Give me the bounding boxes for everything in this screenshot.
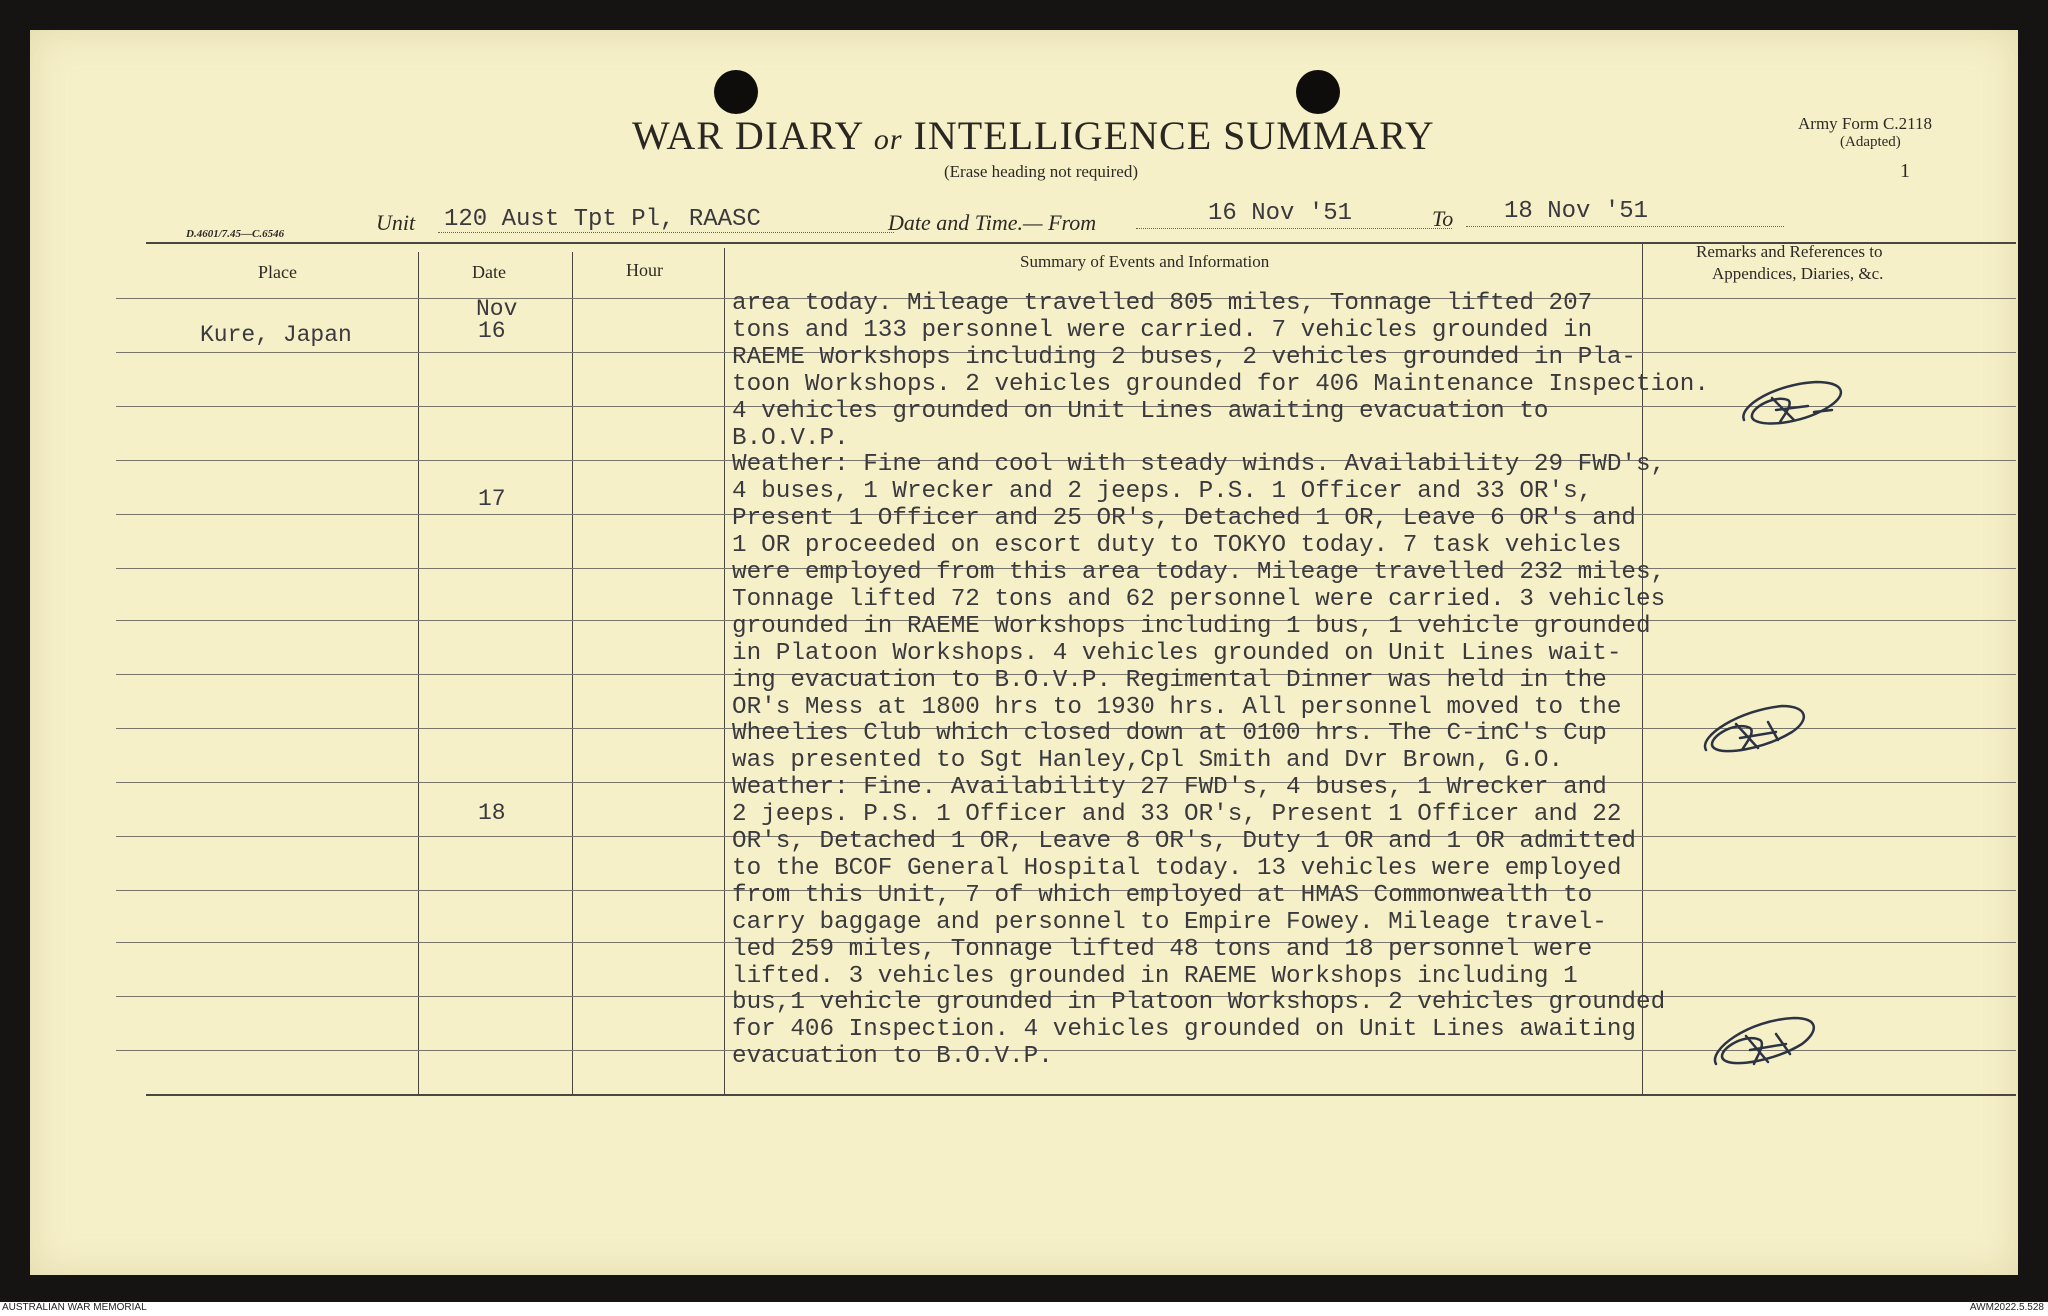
summary-line: area today. Mileage travelled 805 miles, Tonnage lifted 207: [732, 290, 1593, 317]
datetime-label: Date and Time.— From: [888, 210, 1097, 235]
summary-line: carry baggage and personnel to Empire Fowey. Mileage travel-: [732, 908, 1607, 936]
summary-line: evacuation to B.O.V.P.: [732, 1043, 1053, 1071]
from-underline: [1136, 228, 1452, 229]
war-diary-sheet: [30, 30, 2018, 1275]
summary-line: Wheelies Club which closed down at 0100 hrs. The C-inC's Cup: [732, 720, 1607, 748]
date-day-17: 17: [478, 486, 506, 512]
footer-catalogue-id: AWM2022.5.528: [1969, 1302, 2044, 1313]
to-date: 18 Nov '51: [1504, 198, 1649, 225]
summary-line: bus,1 vehicle grounded in Platoon Workshops. 2 vehicles grounded: [732, 989, 1666, 1017]
punch-hole-right: [1296, 70, 1340, 114]
unit-value: 120 Aust Tpt Pl, RAASC: [444, 206, 761, 233]
place-entry: Kure, Japan: [200, 322, 352, 348]
summary-line: 1 OR proceeded on escort duty to TOKYO today. 7 task vehicles: [732, 532, 1622, 560]
summary-line: OR's, Detached 1 OR, Leave 8 OR's, Duty 1 OR and 1 OR admitted: [732, 828, 1636, 855]
summary-line: were employed from this area today. Mileage travelled 232 miles,: [732, 559, 1666, 586]
unit-label: Unit: [376, 210, 416, 235]
date-month: Nov: [476, 296, 518, 322]
document-subtitle: (Erase heading not required): [944, 162, 1138, 181]
summary-line: in Platoon Workshops. 4 vehicles grounded on Unit Lines wait-: [732, 639, 1622, 667]
divider-date-hour: [572, 252, 573, 1094]
summary-line: lifted. 3 vehicles grounded in RAEME Workshops including 1: [732, 962, 1578, 990]
summary-line: Weather: Fine and cool with steady winds. Availability 29 FWD's,: [732, 451, 1666, 479]
form-code: D.4601/7.45—C.6546: [186, 228, 285, 240]
title-war-diary: WAR DIARY: [632, 113, 863, 158]
column-summary: Summary of Events and Information: [1020, 252, 1270, 271]
summary-line: toon Workshops. 2 vehicles grounded for 406 Maintenance Inspection.: [732, 370, 1709, 398]
footer-institution: AUSTRALIAN WAR MEMORIAL: [2, 1302, 147, 1313]
summary-line: was presented to Sgt Hanley,Cpl Smith and Dvr Brown, G.O.: [732, 747, 1564, 775]
summary-line: 4 vehicles grounded on Unit Lines awaiting evacuation to: [732, 397, 1549, 425]
column-remarks-line1: Remarks and References to: [1696, 242, 1883, 261]
divider-hour-summary: [724, 248, 725, 1094]
summary-line: RAEME Workshops including 2 buses, 2 vehicles grounded in Pla-: [732, 343, 1636, 371]
archive-footer: [0, 1302, 2048, 1316]
date-day-18: 18: [478, 800, 506, 826]
table-bottom-rule: [146, 1094, 2016, 1096]
date-day-16: 16: [478, 318, 506, 344]
column-remarks-line2: Appendices, Diaries, &c.: [1712, 264, 1884, 283]
initials-signature-1: [1736, 376, 1856, 436]
summary-line: to the BCOF General Hospital today. 13 vehicles were employed: [732, 854, 1622, 882]
summary-line: Weather: Fine. Availability 27 FWD's, 4 buses, 1 Wrecker and: [732, 774, 1607, 802]
page-number: 1: [1900, 160, 1910, 182]
form-name: Army Form C.2118: [1798, 114, 1932, 133]
to-underline: [1466, 226, 1784, 227]
summary-line: 2 jeeps. P.S. 1 Officer and 33 OR's, Present 1 Officer and 22: [732, 801, 1622, 829]
summary-line: tons and 133 personnel were carried. 7 vehicles grounded in: [732, 316, 1593, 344]
summary-line: 4 buses, 1 Wrecker and 2 jeeps. P.S. 1 Officer and 33 OR's,: [732, 478, 1593, 506]
summary-line: OR's Mess at 1800 hrs to 1930 hrs. All personnel moved to the: [732, 693, 1622, 721]
from-date: 16 Nov '51: [1208, 200, 1353, 227]
summary-line: grounded in RAEME Workshops including 1 bus, 1 vehicle grounded: [732, 612, 1651, 640]
punch-hole-left: [714, 70, 758, 114]
summary-line: led 259 miles, Tonnage lifted 48 tons and 18 personnel were: [732, 935, 1593, 963]
summary-line: B.O.V.P.: [732, 424, 849, 452]
unit-underline: [438, 232, 894, 233]
title-intelligence-summary: INTELLIGENCE SUMMARY: [913, 113, 1435, 158]
to-label: To: [1432, 206, 1454, 231]
form-adapted: (Adapted): [1840, 134, 1901, 150]
summary-line: from this Unit, 7 of which employed at HMAS Commonwealth to: [732, 881, 1593, 909]
summary-line: Tonnage lifted 72 tons and 62 personnel were carried. 3 vehicles: [732, 585, 1666, 613]
summary-line: for 406 Inspection. 4 vehicles grounded on Unit Lines awaiting: [732, 1016, 1636, 1044]
summary-line: ing evacuation to B.O.V.P. Regimental Dinner was held in the: [732, 666, 1607, 694]
title-or: or: [873, 123, 903, 156]
divider-place-date: [418, 252, 419, 1094]
initials-signature-2: [1696, 700, 1816, 766]
summary-line: Present 1 Officer and 25 OR's, Detached 1 OR, Leave 6 OR's and: [732, 505, 1636, 533]
column-place: Place: [258, 262, 297, 282]
column-hour: Hour: [626, 260, 663, 280]
column-date: Date: [472, 262, 506, 282]
initials-signature-3: [1706, 1010, 1826, 1076]
document-title: [632, 112, 1435, 159]
